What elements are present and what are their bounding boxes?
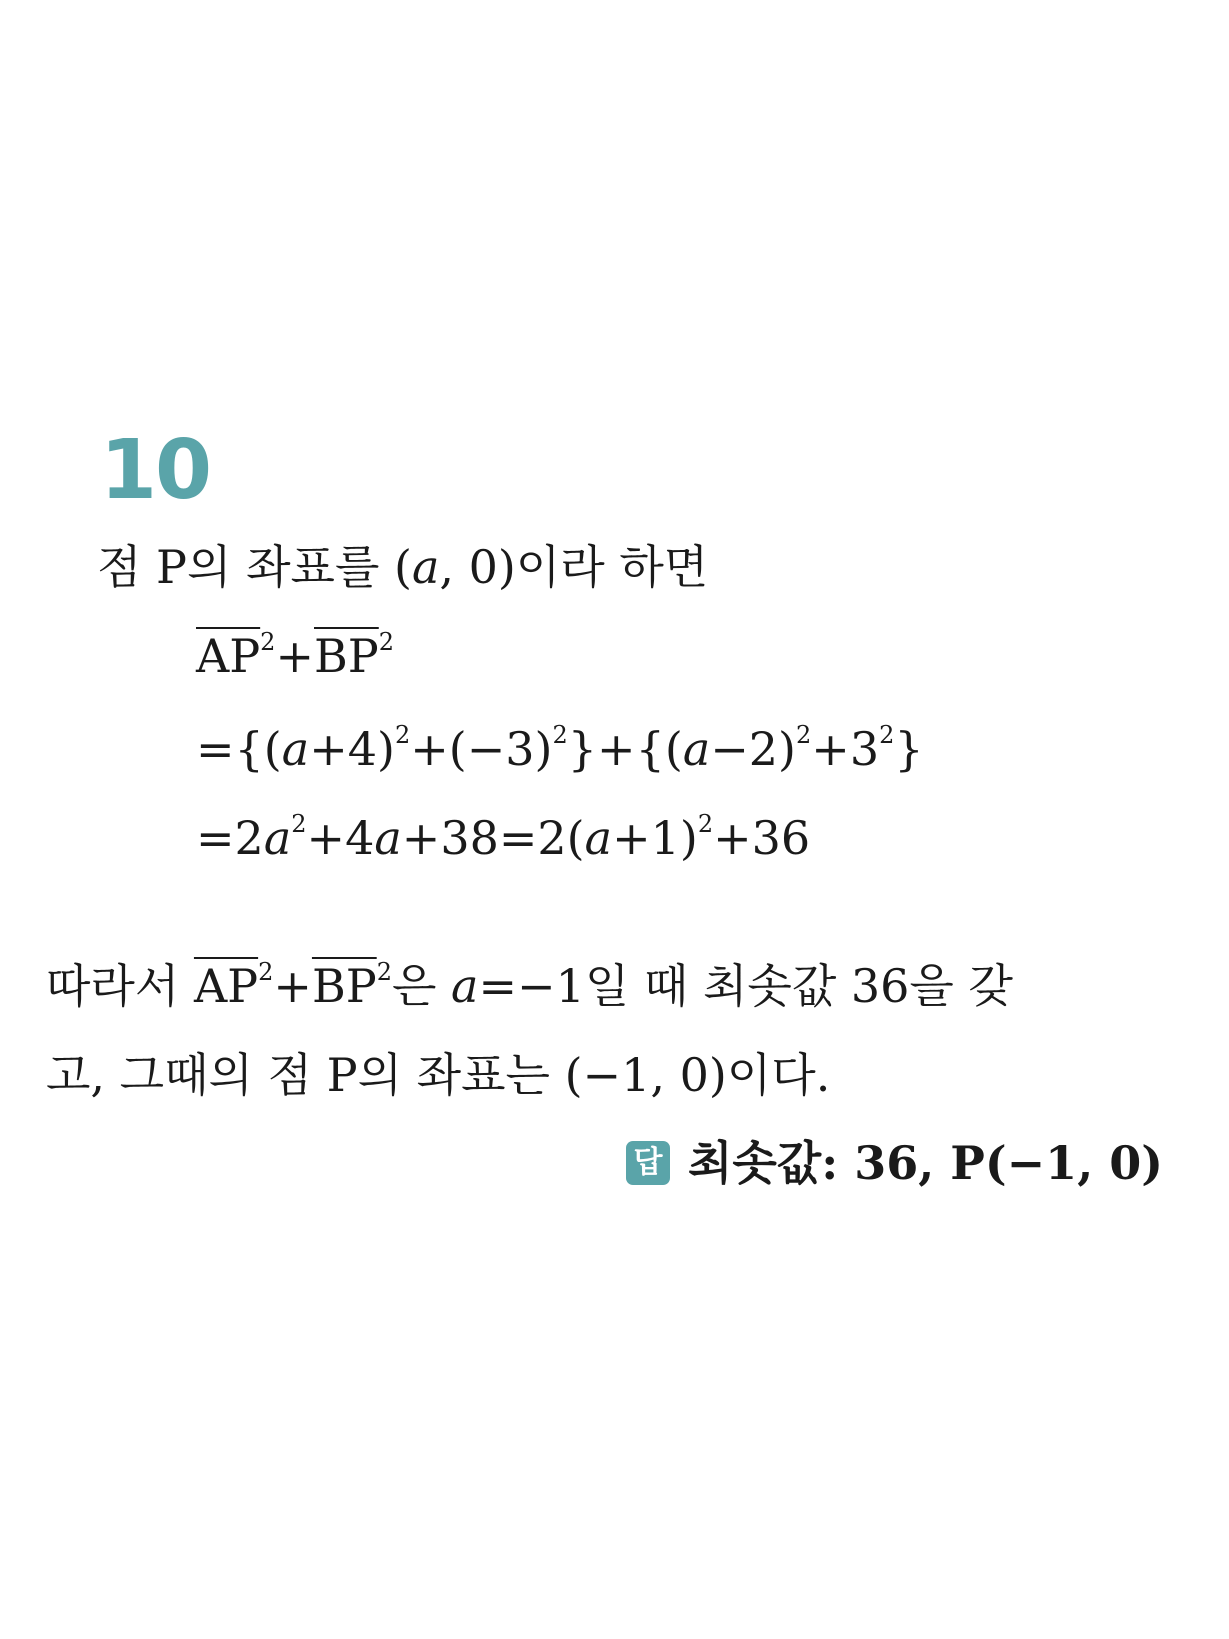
- equation-line-1: $\overline{AP}^2+\overline{BP}^2$: [196, 628, 395, 683]
- conclusion-line-1: 따라서 $\overline{AP}^2+\overline{BP}^2$은 a=−1일 때 최솟값 36을 갖: [46, 958, 1013, 1013]
- intro-text: 점 P의 좌표를 (a, 0)이라 하면: [97, 540, 709, 594]
- equation-line-3: $=2a^2+4a+38=2(a+1)^2+36$: [196, 810, 811, 865]
- answer: [626, 1136, 1163, 1190]
- answer-badge: 답: [626, 1141, 670, 1185]
- equation-line-2: $=\{(a+4)^2+(-3)^2\}+\{(a-2)^2+3^2\}$: [196, 721, 924, 776]
- answer-text: 최솟값: 36, P(−1, 0): [687, 1136, 1163, 1190]
- problem-number: 10: [100, 423, 211, 518]
- conclusion-line-2: 고, 그때의 점 P의 좌표는 (−1, 0)이다.: [46, 1048, 831, 1102]
